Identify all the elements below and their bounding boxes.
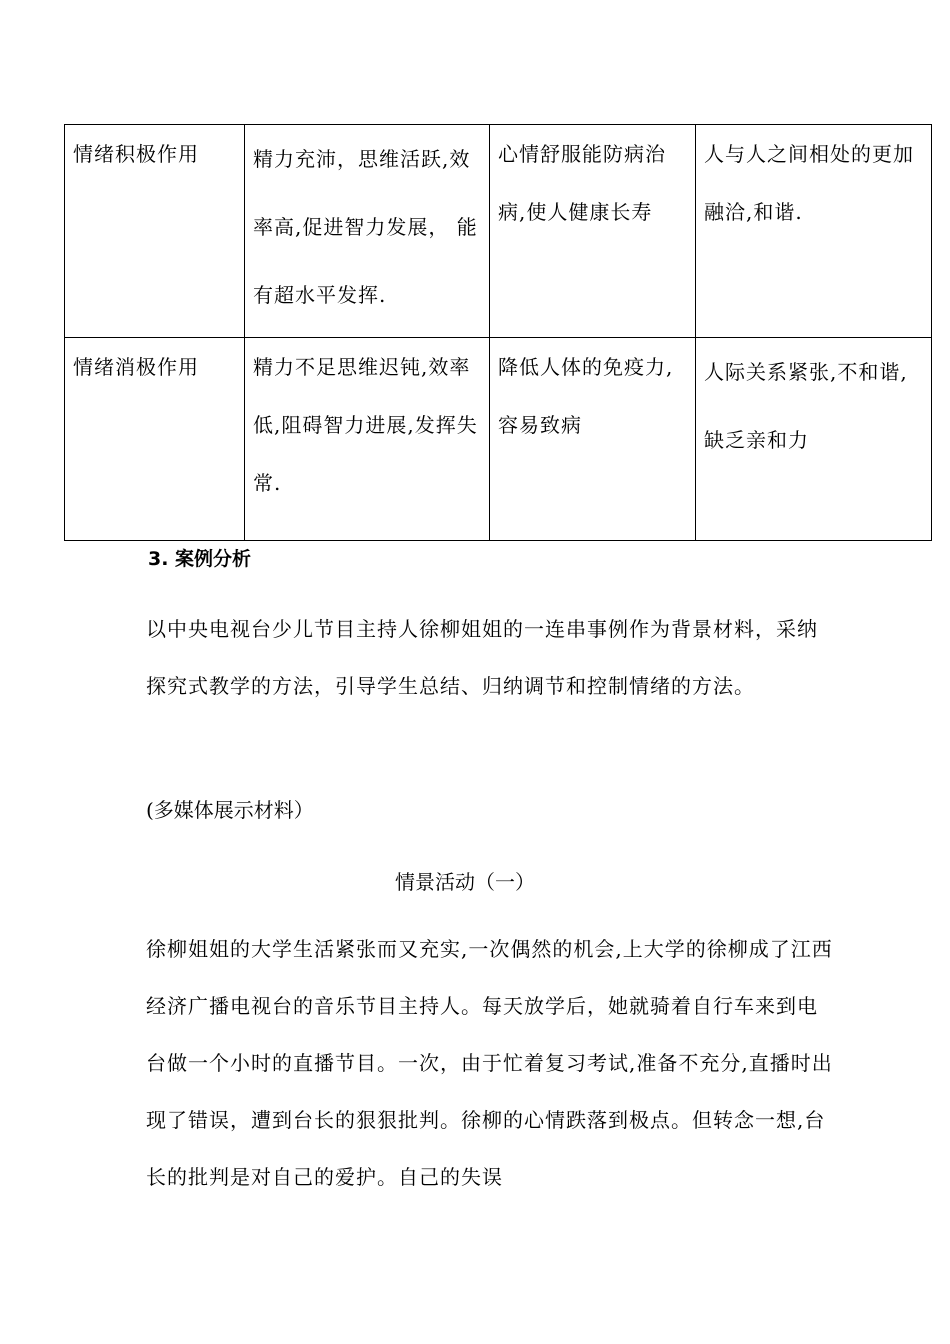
emotion-effects-table bbox=[64, 124, 932, 541]
story-paragraph: 徐柳姐姐的大学生活紧张而又充实,一次偶然的机会,上大学的徐柳成了江西经济广播电视台的音乐节目主持人。每天放学后，她就骑着自行车来到电台做一个小时的直播节目。一次，由于忙着复习考试,准备不充分,直播时出现了错误，遭到台长的狠狠批判。徐柳的心情跌落到极点。但转念一想,台长的批判是对自己的爱护。自己的失误 bbox=[146, 937, 833, 1189]
media-note: (多媒体展示材料） bbox=[146, 798, 314, 822]
table-row bbox=[65, 338, 932, 541]
cell-negative-relations: 人际关系紧张,不和谐,缺乏亲和力 bbox=[696, 338, 932, 541]
row-label-negative: 情绪消极作用 bbox=[65, 338, 245, 541]
row-label-positive: 情绪积极作用 bbox=[65, 125, 245, 338]
cell-positive-relations: 人与人之间相处的更加融洽,和谐. bbox=[696, 125, 932, 338]
table-row bbox=[65, 125, 932, 338]
cell-negative-health: 降低人体的免疫力,容易致病 bbox=[490, 338, 696, 541]
cell-negative-intellect: 精力不足思维迟钝,效率低,阻碍智力进展,发挥失常. bbox=[245, 338, 490, 541]
activity-title: 情景活动（一） bbox=[395, 870, 535, 894]
cell-positive-intellect: 精力充沛，思维活跃,效率高,促进智力发展， 能有超水平发挥. bbox=[245, 125, 490, 338]
intro-paragraph: 以中央电视台少儿节目主持人徐柳姐姐的一连串事例作为背景材料，采纳探究式教学的方法，引导学生总结、归纳调节和控制情绪的方法。 bbox=[146, 617, 818, 698]
cell-positive-health: 心情舒服能防病治病,使人健康长寿 bbox=[490, 125, 696, 338]
section-heading: 3. 案例分析 bbox=[148, 548, 252, 570]
